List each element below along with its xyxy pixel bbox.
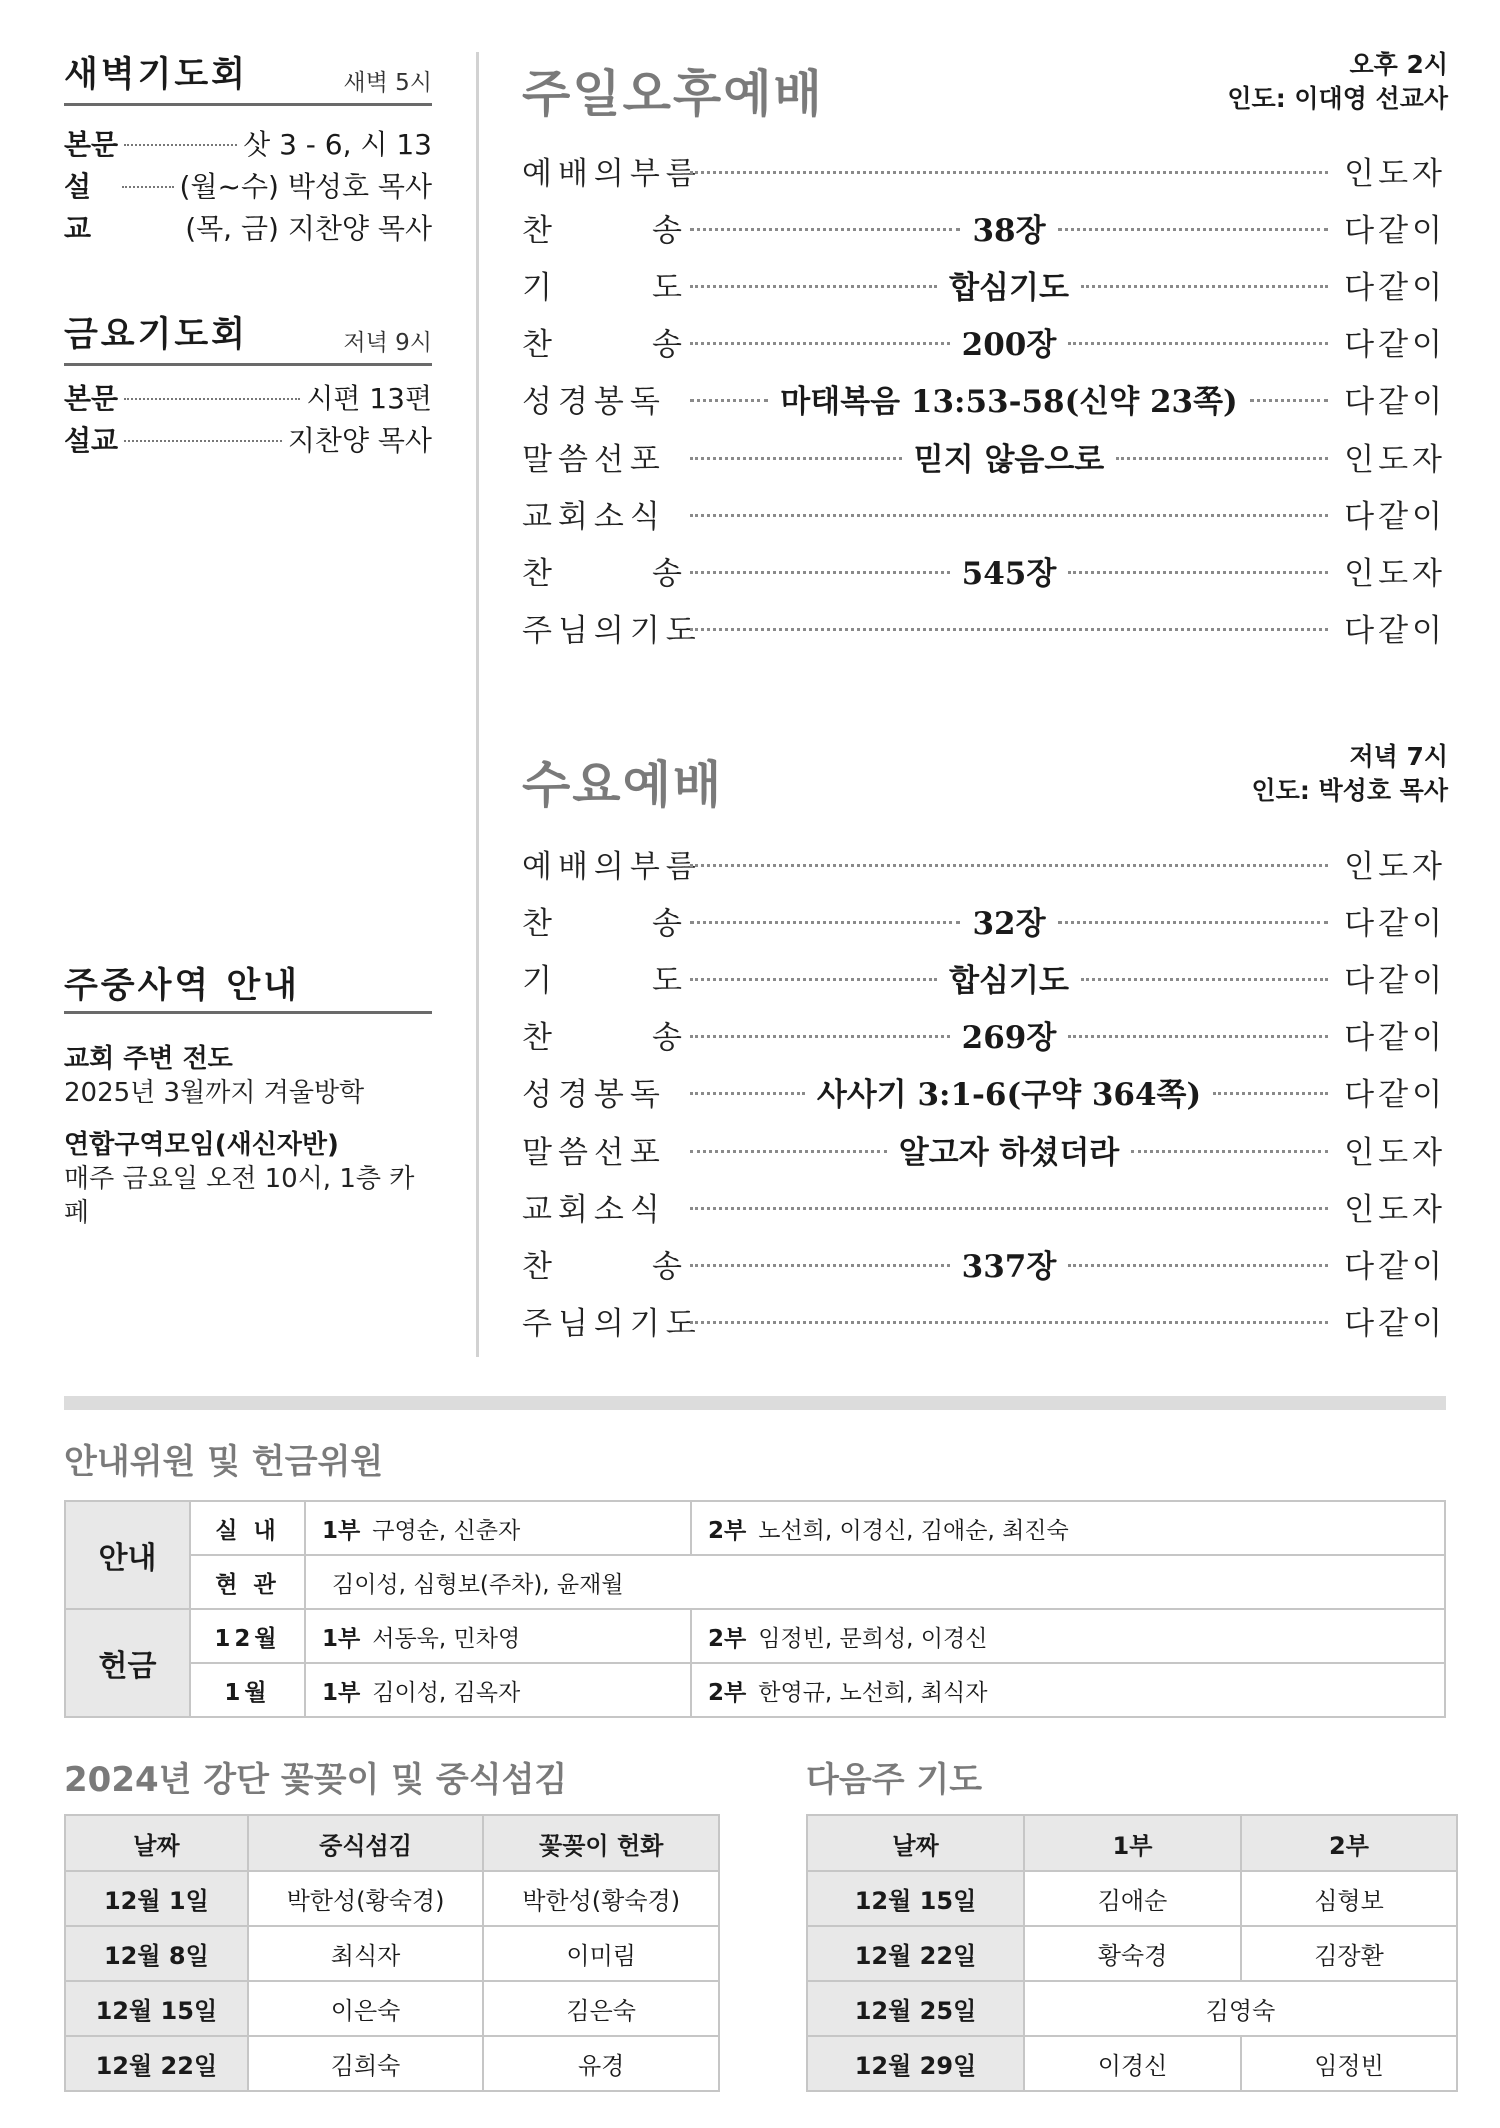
order-performer: 다같이: [1344, 1248, 1446, 1285]
ministry-item: [64, 1128, 432, 1230]
order-content: 사사기 3:1-6(구약 364쪽): [816, 1077, 1202, 1114]
column-header: 1부: [1024, 1815, 1241, 1871]
order-label: [522, 262, 690, 307]
section-divider-bar: [64, 1396, 1446, 1410]
order-content: 합심기도: [949, 269, 1069, 306]
order-label: 말씀선포: [522, 1134, 666, 1171]
lunch-cell: 최식자: [248, 1926, 484, 1981]
flower-cell: 박한성(황숙경): [483, 1871, 719, 1926]
date-cell: 12월 1일: [65, 1871, 248, 1926]
order-label-char: 찬: [522, 327, 552, 364]
leader-dots: [1131, 1150, 1328, 1153]
order-performer: 다같이: [1344, 327, 1446, 364]
friday-sermon-row: [64, 420, 432, 462]
order-label: 교회소식: [522, 498, 666, 535]
leader-dots: [690, 1321, 1328, 1324]
order-content: 545장: [961, 555, 1057, 592]
wednesday-time: 저녁 7시: [1349, 742, 1448, 771]
date-cell: 12월 8일: [65, 1926, 248, 1981]
order-content: 마태복음 13:53-58(신약 23쪽): [780, 384, 1238, 421]
guide-group-label: 안내: [65, 1501, 190, 1609]
date-cell: 12월 29일: [807, 2036, 1024, 2091]
part-names: 임정빈, 문희성, 이경신: [758, 1625, 988, 1652]
lunch-cell: 박한성(황숙경): [248, 1871, 484, 1926]
order-row: [522, 379, 1446, 419]
friday-prayer-time: 저녁 9시: [343, 330, 432, 356]
leader-dots: [1081, 285, 1328, 288]
column-header: 꽃꽂이 헌화: [483, 1815, 719, 1871]
order-row: [522, 900, 1446, 940]
next-prayer-title: 다음주 기도: [806, 1760, 983, 1800]
part-names: 서동욱, 민차영: [372, 1625, 521, 1652]
leader-dots: [690, 228, 960, 231]
order-row: [522, 1129, 1446, 1169]
part2-cell: [691, 1609, 1445, 1663]
friday-text-label: 본문: [64, 382, 119, 415]
table-header-row: [807, 1815, 1457, 1871]
part1-cell: 이경신: [1024, 2036, 1241, 2091]
part2-cell: 심형보: [1241, 1871, 1457, 1926]
part-names: 구영순, 신춘자: [372, 1517, 521, 1544]
friday-text-value: 시편 13편: [306, 382, 432, 415]
leader-dots: [690, 1264, 950, 1267]
order-row: [522, 843, 1446, 883]
order-label-char: 찬: [522, 1248, 552, 1285]
order-label-char: 송: [652, 555, 682, 592]
friday-prayer-title: 금요기도회: [64, 315, 249, 355]
order-label-char: 찬: [522, 905, 552, 942]
part-names: 한영규, 노선희, 최식자: [758, 1679, 988, 1706]
order-content: 269장: [961, 1020, 1057, 1057]
wednesday-meta: [1252, 740, 1448, 808]
leader-dots: [1081, 978, 1328, 981]
part2-cell: 김장환: [1241, 1926, 1457, 1981]
order-performer: 인도자: [1344, 441, 1446, 478]
row-sub-label: 현 관: [190, 1555, 305, 1609]
leader-dots: [122, 186, 174, 188]
order-performer: 다같이: [1344, 1077, 1447, 1114]
order-performer: 다같이: [1344, 1306, 1446, 1343]
flower-cell: 김은숙: [483, 1981, 719, 2036]
order-content: 알고자 하셨더라: [898, 1134, 1120, 1171]
dawn-text-value: 삿 3 - 6, 시 13: [243, 128, 432, 161]
order-row: [522, 1015, 1446, 1055]
order-content: 38장: [972, 212, 1046, 249]
wednesday-leader: 인도: 박성호 목사: [1251, 776, 1448, 805]
order-label-char: 찬: [522, 212, 552, 249]
dawn-prayer-header: [64, 55, 432, 106]
order-row: [522, 608, 1446, 648]
order-performer: 인도자: [1344, 848, 1446, 885]
leader-dots: [690, 571, 950, 574]
ministry-item: [64, 1042, 432, 1110]
order-row: [522, 1243, 1446, 1283]
leader-dots: [1058, 921, 1328, 924]
order-label-char: 찬: [522, 555, 552, 592]
sunday-pm-leader: 인도: 이대영 선교사: [1227, 84, 1448, 113]
part1-cell: 김애순: [1024, 1871, 1241, 1926]
leader-dots: [690, 628, 1328, 631]
part-label: 2부: [708, 1517, 747, 1544]
order-performer: 다같이: [1344, 1020, 1446, 1057]
order-performer: 다같이: [1344, 613, 1446, 650]
table-row: [807, 1871, 1457, 1926]
table-row: [65, 1981, 719, 2036]
leader-dots: [124, 398, 300, 400]
leader-dots: [690, 1150, 887, 1153]
order-performer: 다같이: [1344, 384, 1447, 421]
leader-dots: [690, 1092, 805, 1095]
leader-dots: [690, 978, 937, 981]
ministry-item-name: 교회 주변 전도: [64, 1044, 233, 1074]
leader-dots: [1068, 1264, 1328, 1267]
order-label: 성경봉독: [522, 384, 666, 421]
dawn-prayer-section: [64, 55, 432, 250]
order-label: 성경봉독: [522, 1077, 666, 1114]
table-row: [65, 1609, 1445, 1663]
order-label: 주님의기도: [522, 1306, 702, 1343]
leader-dots: [1250, 399, 1328, 402]
order-label: 주님의기도: [522, 613, 702, 650]
dawn-text-label: 본문: [64, 128, 119, 161]
order-performer: 다같이: [1344, 269, 1447, 306]
column-header: 날짜: [807, 1815, 1024, 1871]
sunday-pm-time: 오후 2시: [1349, 50, 1448, 79]
part1-cell: [305, 1501, 691, 1555]
order-content: 합심기도: [949, 962, 1069, 999]
friday-prayer-header: [64, 315, 432, 366]
ministry-item-detail: 2025년 3월까지 겨울방학: [64, 1078, 365, 1108]
order-performer: 다같이: [1344, 498, 1446, 535]
table-row: [807, 1981, 1457, 2036]
row-sub-label: 12월: [190, 1609, 305, 1663]
part-label: 1부: [322, 1517, 361, 1544]
leader-dots: [690, 285, 937, 288]
leader-dots: [124, 440, 282, 442]
friday-sermon-value: 지찬양 목사: [287, 424, 432, 457]
date-cell: 12월 15일: [807, 1871, 1024, 1926]
part2-cell: [691, 1663, 1445, 1717]
volunteers-table: [64, 1500, 1446, 1718]
table-row: [65, 1663, 1445, 1717]
leader-dots: [1068, 342, 1328, 345]
order-performer: 인도자: [1344, 1191, 1446, 1228]
leader-dots: [690, 864, 1328, 867]
dawn-sermon-value-1: (월~수) 박성호 목사: [179, 170, 432, 203]
order-performer: 인도자: [1344, 1134, 1447, 1171]
order-label-char: 찬: [522, 1020, 552, 1057]
leader-dots: [690, 342, 950, 345]
table-row: [65, 1926, 719, 1981]
leader-dots: [690, 1207, 1328, 1210]
order-content: 200장: [961, 327, 1057, 364]
table-row: [65, 2036, 719, 2091]
order-label-char: 송: [652, 212, 682, 249]
order-label: [522, 898, 690, 943]
flowers-table: [64, 1814, 720, 2092]
order-performer: 인도자: [1344, 155, 1446, 192]
ministry-item-name: 연합구역모임(새신자반): [64, 1130, 339, 1160]
sunday-pm-meta: [1227, 48, 1448, 116]
order-row: [522, 150, 1446, 190]
dawn-sermon-value-2: (목, 금) 지찬양 목사: [185, 212, 432, 245]
leader-dots: [690, 171, 1328, 174]
order-performer: 다같이: [1344, 212, 1446, 249]
row-sub-label: 실 내: [190, 1501, 305, 1555]
order-label: [522, 205, 690, 250]
order-content: 337장: [961, 1248, 1057, 1285]
order-performer: 인도자: [1344, 555, 1446, 592]
order-label: [522, 548, 690, 593]
leader-dots: [1058, 228, 1328, 231]
order-label-char: 송: [652, 1248, 682, 1285]
merged-cell: 김영숙: [1024, 1981, 1457, 2036]
ministry-item-detail: 매주 금요일 오전 10시, 1층 카페: [64, 1164, 415, 1228]
order-content: 믿지 않음으로: [913, 441, 1105, 478]
flowers-title: 2024년 강단 꽃꽂이 및 중식섬김: [64, 1760, 568, 1800]
order-performer: 다같이: [1344, 962, 1447, 999]
order-label-char: 도: [652, 962, 682, 999]
flower-cell: 이미림: [483, 1926, 719, 1981]
order-row: [522, 264, 1446, 304]
date-cell: 12월 15일: [65, 1981, 248, 2036]
dawn-text-row: [64, 124, 432, 166]
part-label: 2부: [708, 1679, 747, 1706]
ministry-title: 주중사역 안내: [64, 958, 432, 1014]
order-label-char: 송: [652, 327, 682, 364]
table-row: [807, 2036, 1457, 2091]
part-label: 1부: [322, 1679, 361, 1706]
date-cell: 12월 22일: [807, 1926, 1024, 1981]
part-names: 노선희, 이경신, 김애순, 최진숙: [758, 1517, 1069, 1544]
column-header: 날짜: [65, 1815, 248, 1871]
leader-dots: [1068, 1035, 1328, 1038]
lunch-cell: 김희숙: [248, 2036, 484, 2091]
table-row: [807, 1926, 1457, 1981]
leader-dots: [690, 921, 960, 924]
order-row: [522, 1301, 1446, 1341]
dawn-prayer-time: 새벽 5시: [343, 70, 432, 96]
order-label-char: 송: [652, 1020, 682, 1057]
lunch-cell: 이은숙: [248, 1981, 484, 2036]
ministry-section: [64, 958, 432, 1230]
order-row: [522, 322, 1446, 362]
part1-cell: [305, 1663, 691, 1717]
order-label: 예배의부름: [522, 848, 702, 885]
offering-group-label: 헌금: [65, 1609, 190, 1717]
order-label-char: 송: [652, 905, 682, 942]
order-label: 교회소식: [522, 1191, 666, 1228]
order-row: [522, 550, 1446, 590]
order-label: [522, 1241, 690, 1286]
order-row: [522, 1072, 1446, 1112]
order-label: [522, 1012, 690, 1057]
order-row: [522, 207, 1446, 247]
leader-dots: [690, 457, 902, 460]
dawn-prayer-title: 새벽기도회: [64, 55, 249, 95]
sunday-pm-title: 주일오후예배: [522, 65, 824, 123]
table-row: [65, 1555, 1445, 1609]
part2-cell: [691, 1501, 1445, 1555]
table-row: [65, 1501, 1445, 1555]
order-row: [522, 1186, 1446, 1226]
leader-dots: [690, 1035, 950, 1038]
leader-dots: [124, 144, 237, 146]
table-row: [65, 1871, 719, 1926]
leader-dots: [690, 514, 1328, 517]
order-content: 32장: [972, 905, 1046, 942]
leader-dots: [1068, 571, 1328, 574]
order-label: 예배의부름: [522, 155, 702, 192]
part-label: 1부: [322, 1625, 361, 1652]
leader-dots: [690, 399, 768, 402]
part1-cell: 황숙경: [1024, 1926, 1241, 1981]
row-sub-label: 1월: [190, 1663, 305, 1717]
order-label: 말씀선포: [522, 441, 666, 478]
leader-dots: [1213, 1092, 1328, 1095]
order-performer: 다같이: [1344, 905, 1446, 942]
part2-cell: 임정빈: [1241, 2036, 1457, 2091]
date-cell: 12월 22일: [65, 2036, 248, 2091]
order-label-char: 기: [522, 269, 552, 306]
friday-text-row: [64, 378, 432, 420]
column-header: 중식섬김: [248, 1815, 484, 1871]
friday-sermon-label: 설교: [64, 424, 119, 457]
order-row: [522, 436, 1446, 476]
part-names: 김이성, 심형보(주차), 윤재월: [332, 1571, 624, 1598]
next-prayer-table: [806, 1814, 1458, 2092]
part-names: 김이성, 김옥자: [372, 1679, 521, 1706]
volunteers-title: 안내위원 및 헌금위원: [64, 1442, 384, 1482]
dawn-sermon-row-2: [64, 208, 432, 250]
part-label: 2부: [708, 1625, 747, 1652]
column-divider: [476, 52, 479, 1357]
wednesday-title: 수요예배: [522, 756, 724, 814]
order-label-char: 기: [522, 962, 552, 999]
order-label: [522, 319, 690, 364]
table-header-row: [65, 1815, 719, 1871]
order-row: [522, 957, 1446, 997]
date-cell: 12월 25일: [807, 1981, 1024, 2036]
dawn-sermon-label: 설교: [64, 170, 92, 245]
friday-prayer-section: [64, 315, 432, 462]
order-label-char: 도: [652, 269, 682, 306]
part1-cell: [305, 1609, 691, 1663]
column-header: 2부: [1241, 1815, 1457, 1871]
entrance-cell: [305, 1555, 1445, 1609]
order-row: [522, 493, 1446, 533]
flower-cell: 유경: [483, 2036, 719, 2091]
leader-dots: [1116, 457, 1328, 460]
order-label: [522, 955, 690, 1000]
